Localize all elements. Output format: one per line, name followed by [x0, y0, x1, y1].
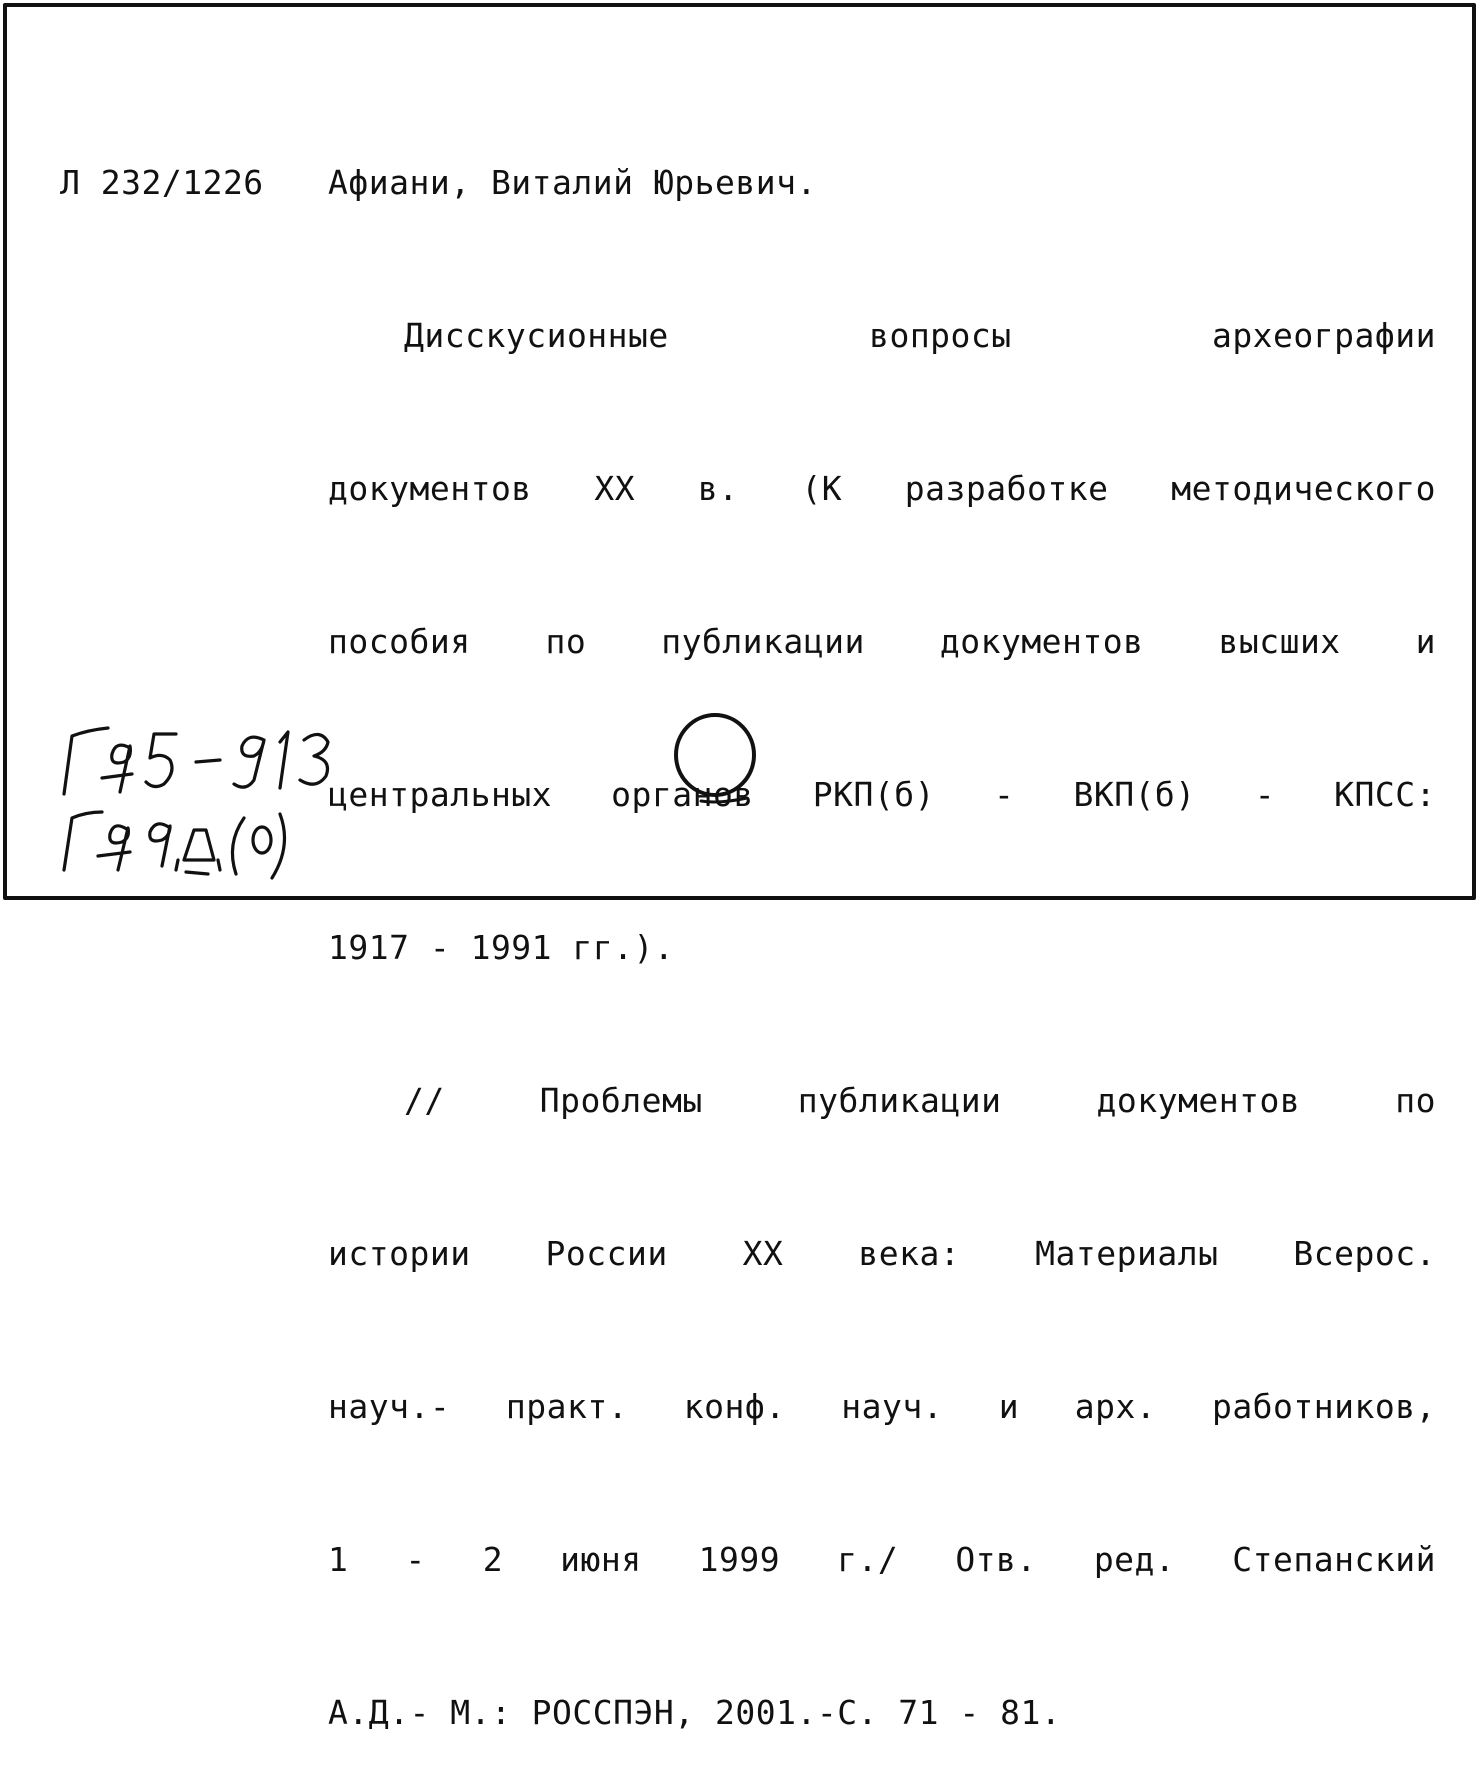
title-line: центральных органов РКП(б) - ВКП(б) - КПСС: [328, 775, 1436, 814]
source-line: 1 - 2 июня 1999 г./ Отв. ред. Степанский [328, 1540, 1436, 1579]
shelfmark: Л 232/1226 [60, 163, 264, 202]
handwritten-note-text [0, 0, 1, 1]
handwritten-note-text [0, 0, 1, 1]
handwritten-note [58, 800, 348, 880]
source-line: истории России XX века: Материалы Всерос. [328, 1234, 1436, 1273]
source-line: // Проблемы публикации документов по [404, 1081, 1436, 1120]
source-line: науч.- практ. конф. науч. и арх. работников, [328, 1387, 1436, 1426]
handwritten-note [58, 718, 348, 798]
circle-stamp-icon [671, 708, 761, 808]
title-line: Дисскусионные вопросы археографии [404, 316, 1436, 355]
title-line: пособия по публикации документов высших и [328, 622, 1436, 661]
title-line: документов XX в. (К разработке методического [328, 469, 1436, 508]
title-line: 1917 - 1991 гг.). [328, 928, 675, 967]
author-heading: Афиани, Виталий Юрьевич. [328, 163, 817, 202]
bibliographic-description [328, 208, 1436, 1789]
source-line: А.Д.- М.: РОССПЭН, 2001.-С. 71 - 81. [328, 1693, 1062, 1732]
